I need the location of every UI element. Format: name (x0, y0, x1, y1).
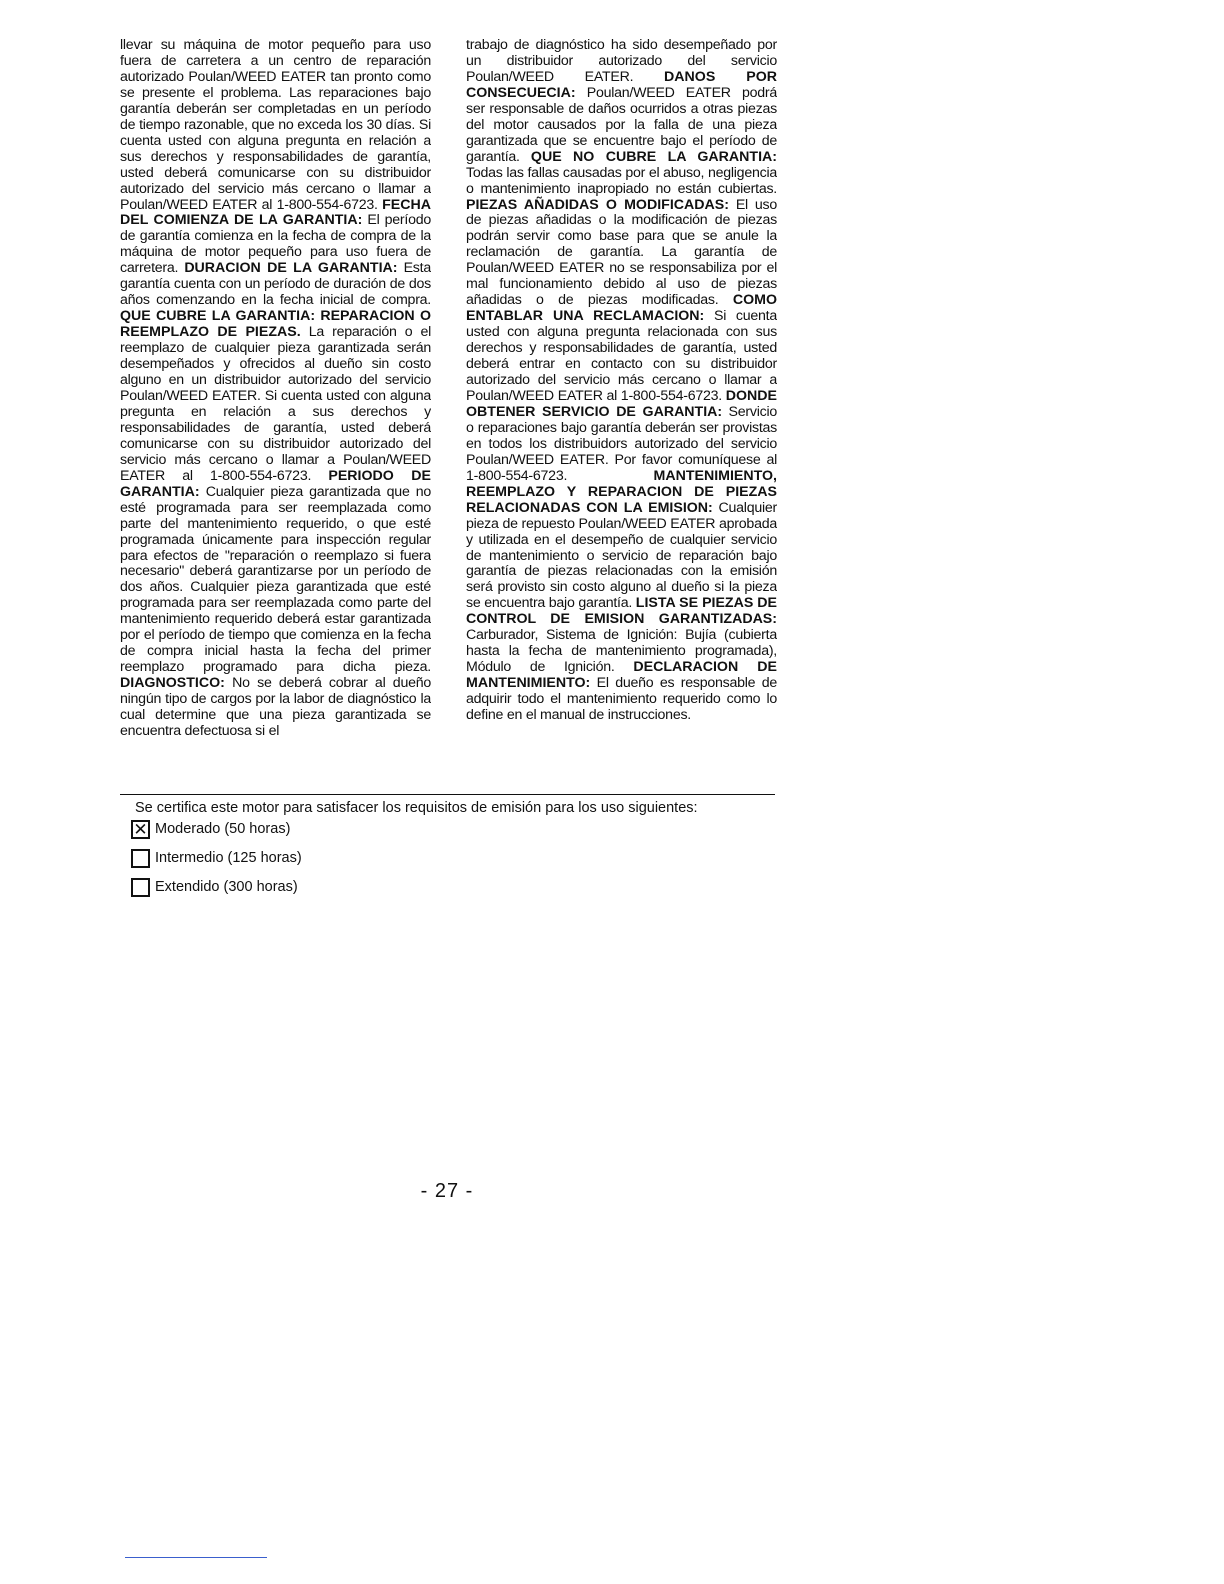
option-label: Moderado (50 horas) (155, 821, 291, 837)
section-heading: DANOS POR CONSECUECIA: (466, 68, 777, 101)
section-heading: MANTENIMIENTO, REEMPLAZO Y REPARACION DE PIEZAS RELACIONADAS CON LA EMISION: (466, 467, 777, 516)
paragraph-text: Servicio o reparaciones bajo garantía deberán ser provistas en todos los distribuidors autorizado del servicio Poulan/WEED EATER. Por favor comuníquese al 1-800-554-6723. (466, 403, 777, 484)
paragraph-text: El dueño es responsable de adquirir todo el mantenimiento requerido como lo define en el manual de instrucciones. (466, 675, 777, 724)
section-heading: COMO ENTABLAR UNA RECLAMACION: (466, 292, 777, 325)
section-heading: PERIODO DE GARANTIA: (120, 467, 431, 500)
section-heading: DURACION DE LA GARANTIA: (184, 260, 398, 277)
paragraph-text: Carburador, Sistema de Ignición: Bujía (cubierta hasta la fecha de mantenimiento programada), Módulo de Ignición. (466, 627, 777, 676)
section-heading: DONDE OBTENER SERVICIO DE GARANTIA: (466, 387, 777, 420)
empty-checkbox-icon (131, 849, 150, 868)
paragraph-text: Todas las fallas causadas por el abuso, negligencia o mantenimiento inapropiado no están cubiertas. (466, 164, 777, 197)
paragraph-text: trabajo de diagnóstico ha sido desempeñado por un distribuidor autorizado del servicio Poulan/WEED EATER. (466, 38, 777, 85)
section-divider (120, 794, 775, 795)
paragraph-text: Cualquier pieza de repuesto Poulan/WEED EATER aprobada y utilizada en el desempeño de cualquier servicio de mantenimiento o servicio de reparación bajo garantía de piezas relacionadas con la emisión será provisto sin costo alguno al dueño si la pieza se encuentra bajo garantía. (466, 499, 777, 612)
footer-link-line (125, 1557, 267, 1558)
paragraph-text: Esta garantía cuenta con un período de duración de dos años comenzando en la fecha inicial de compra. (120, 260, 431, 309)
section-heading: FECHA DEL COMIENZA DE LA GARANTIA: (120, 196, 431, 229)
warranty-text-left-column (120, 38, 431, 796)
section-heading: QUE NO CUBRE LA GARANTIA: (530, 148, 777, 165)
option-intermedio (131, 847, 302, 869)
option-label: Intermedio (125 horas) (155, 850, 302, 866)
section-heading: LISTA SE PIEZAS DE CONTROL DE EMISION GARANTIZADAS: (466, 595, 777, 628)
option-moderado (131, 818, 290, 840)
option-extendido (131, 876, 298, 898)
page-number: - 27 - (420, 1180, 474, 1202)
checked-checkbox-icon: ✕ (131, 820, 150, 839)
section-heading: DIAGNOSTICO: (120, 675, 225, 692)
paragraph-text: La reparación o el reemplazo de cualquier pieza garantizada serán desempeñados y ofrecidos al dueño sin costo alguno en un distribuidor autorizado del servicio Poulan/WEED EATER. Si cuenta usted con alguna pregunta en relación a sus derechos y responsabilidades de garantía, usted deberá comunicarse con su distribuidor autorizado del servicio más cercano o llamar a Poulan/WEED EATER al 1-800-554-6723. (120, 324, 431, 484)
certification-statement: Se certifica este motor para satisfacer los requisitos de emisión para los uso siguientes: (135, 800, 698, 816)
warranty-text-right-column (466, 38, 777, 796)
paragraph-text: El uso de piezas añadidas o la modificación de piezas podrán servir como base para que se anule la reclamación de garantía. La garantía de Poulan/WEED EATER no se responsabiliza por el mal funcionamiento debido al uso de piezas añadidas o de piezas modificadas. (466, 196, 777, 309)
section-heading: QUE CUBRE LA GARANTIA: REPARACION O REEMPLAZO DE PIEZAS. (120, 308, 431, 341)
paragraph-text: El período de garantía comienza en la fecha de compra de la máquina de motor pequeño para uso fuera de carretera. (120, 212, 431, 277)
section-heading: PIEZAS AÑADIDAS O MODIFICADAS: (466, 196, 729, 213)
option-label: Extendido (300 horas) (155, 879, 298, 895)
paragraph-text: No se deberá cobrar al dueño ningún tipo de cargos por la labor de diagnóstico la cual determine que una pieza garantizada se encuentra defectuosa si el (120, 675, 431, 739)
section-heading: DECLARACION DE MANTENIMIENTO: (466, 659, 777, 692)
paragraph-text: Si cuenta usted con alguna pregunta relacionada con sus derechos y responsabilidades de garantía, usted deberá entrar en contacto con su distribuidor autorizado del servicio más cercano o llamar a Poulan/WEED EATER al 1-800-554-6723. (466, 308, 777, 404)
paragraph-text: Poulan/WEED EATER podrá ser responsable de daños ocurridos a otras piezas del motor causados por la falla de una pieza garantizada que se encuentre bajo el período de garantía. (466, 84, 777, 165)
paragraph-text: llevar su máquina de motor pequeño para uso fuera de carretera a un centro de reparación autorizado Poulan/WEED EATER tan pronto como se presente el problema. Las reparaciones bajo garantía deberán ser completadas en un período de tiempo razonable, que no exceda los 30 días. Si cuenta usted con alguna pregunta en relación a sus derechos y responsabilidades de garantía, usted deberá comunicarse con su distribuidor autorizado del servicio más cercano o llamar a Poulan/WEED EATER al 1-800-554-6723. (120, 38, 431, 213)
paragraph-text: Cualquier pieza garantizada que no esté programada para ser reemplazada como parte del mantenimiento requerido, o que esté programada únicamente para inspección regular para efectos de "reparación o reemplazo si fuera necesario" deberá garantizarse por un período de dos años. Cualquier pieza garantizada que esté programada para ser reemplazada como parte del mantenimiento requerido deberá estar garantizada por el período de tiempo que comienza en la fecha de compra inicial hasta la fecha del primer reemplazo programado para dicha pieza. (120, 483, 431, 676)
empty-checkbox-icon (131, 878, 150, 897)
